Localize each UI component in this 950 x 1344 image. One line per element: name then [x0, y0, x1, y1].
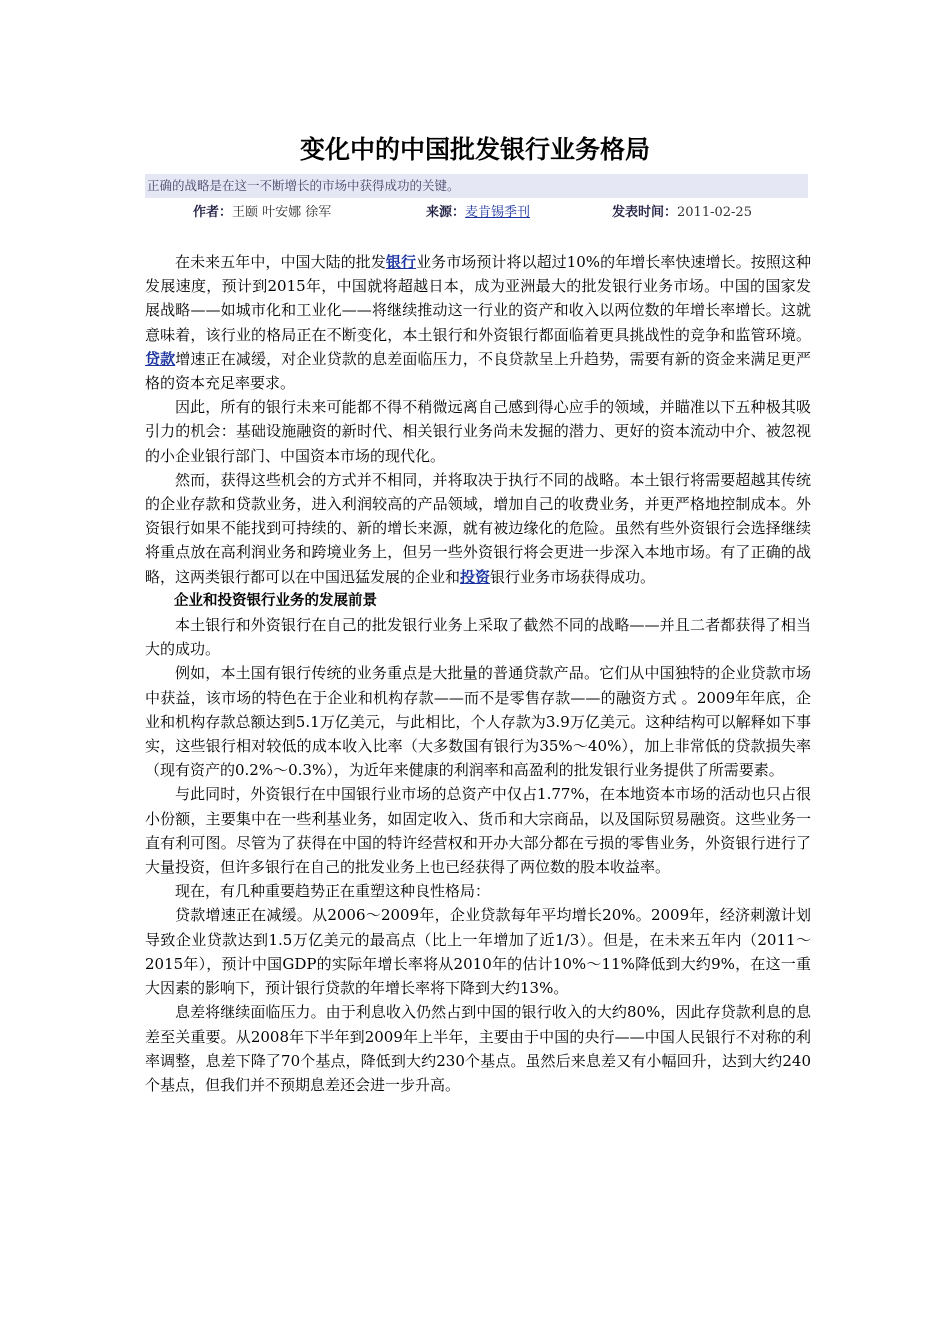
- paragraph-text: 业务市场预计将以超过10%的年增长率快速增长。按照这种发展速度，预计到2015年，中国就将超越日本，成为亚洲最大的批发银行业务市场。中国的国家发展战略——如城市化和工业化——将继续推动这一行业的资产和收入以两位数的年增长率增长。这就意味着，该行业的格局正在不断变化，本土银行和外资银行都面临着更具挑战性的竞争和监管环境。: [145, 253, 811, 344]
- author-label: 作者：: [193, 205, 233, 220]
- source-link[interactable]: 麦肯锡季刊: [465, 205, 531, 220]
- paragraph-3: [145, 468, 811, 589]
- paragraph-text: 在未来五年中，中国大陆的批发: [175, 253, 386, 271]
- paragraph-text: 增速正在减缓，对企业贷款的息差面临压力，不良贷款呈上升趋势，需要有新的资金来满足更严格的资本充足率要求。: [145, 349, 811, 393]
- date-meta: [612, 203, 752, 223]
- paragraph-text: 银行业务市场获得成功。: [490, 567, 656, 586]
- paragraph-2: 因此，所有的银行未来可能都不得不稍微远离自己感到得心应手的领域，并瞄准以下五种极其吸引力的机会：基础设施融资的新时代、相关银行业务尚未发掘的潜力、更好的资本流动中介、被忽视的小企业银行部门、中国资本市场的现代化。: [145, 398, 811, 465]
- paragraph-4: 本土银行和外资银行在自己的批发银行业务上采取了截然不同的战略——并且二者都获得了相当大的成功。: [145, 616, 811, 659]
- source-label: 来源：: [426, 205, 466, 220]
- paragraph-5: 例如，本土国有银行传统的业务重点是大批量的普通贷款产品。它们从中国独特的企业贷款市场中获益，该市场的特色在于企业和机构存款——而不是零售存款——的融资方式 。2009年年底，企业和机构存款总额达到5.1万亿美元，与此相比，个人存款为3.9万亿美元。这种结构可以解释如下事实，这些银行相对较低的成本收入比率（大多数国有银行为35%～40%），加上非常低的贷款损失率（现有资产的0.2%～0.3%），为近年来健康的利润率和高盈利的批发银行业务提供了所需要素。: [145, 664, 811, 780]
- section-heading: 企业和投资银行业务的发展前景: [174, 592, 377, 609]
- keyword-link-loan[interactable]: 贷款: [145, 349, 176, 368]
- author-meta: [193, 203, 331, 223]
- article-subtitle: 正确的战略是在这一不断增长的市场中获得成功的关键。: [145, 174, 808, 198]
- source-meta: [426, 203, 530, 223]
- article-title: 变化中的中国批发银行业务格局: [299, 135, 650, 164]
- date-label: 发表时间：: [612, 205, 678, 220]
- author-value: 王颐 叶安娜 徐军: [232, 205, 332, 220]
- keyword-link-bank[interactable]: 银行: [385, 253, 417, 271]
- date-value: 2011-02-25: [677, 205, 752, 220]
- article-body: [145, 250, 811, 1097]
- paragraph-7: 现在，有几种重要趋势正在重塑这种良性格局：: [175, 882, 491, 901]
- keyword-link-investment[interactable]: 投资: [460, 567, 491, 586]
- paragraph-6: 与此同时，外资银行在中国银行业市场的总资产中仅占1.77%，在本地资本市场的活动也只占很小份额，主要集中在一些利基业务，如固定收入、货币和大宗商品，以及国际贸易融资。这些业务一直有利可图。尽管为了获得在中国的特许经营权和开办大部分都在亏损的零售业务，外资银行进行了大量投资，但许多银行在自己的批发业务上也已经获得了两位数的股本收益率。: [145, 785, 811, 877]
- paragraph-text: 然而，获得这些机会的方式并不相同，并将取决于执行不同的战略。本土银行将需要超越其传统的企业存款和贷款业务，进入利润较高的产品领域，增加自己的收费业务，并更严格地控制成本。外资银行如果不能找到可持续的、新的增长来源，就有被边缘化的危险。虽然有些外资银行会选择继续将重点放在高利润业务和跨境业务上，但另一些外资银行将会更进一步深入本地市场。有了正确的战略，这两类银行都可以在中国迅猛发展的企业和: [145, 470, 811, 586]
- paragraph-9: 息差将继续面临压力。由于利息收入仍然占到中国的银行收入的大约80%，因此存贷款利息的息差至关重要。从2008年下半年到2009年上半年，主要由于中国的央行——中国人民银行不对称的利率调整，息差下降了70个基点，降低到大约230个基点。虽然后来息差又有小幅回升，达到大约240个基点，但我们并不预期息差还会进一步升高。: [145, 1003, 811, 1094]
- paragraph-8: 贷款增速正在减缓。从2006～2009年，企业贷款每年平均增长20%。2009年，经济刺激计划导致企业贷款达到1.5万亿美元的最高点（比上一年增加了近1/3）。但是，在未来五年内（2011～2015年），预计中国GDP的实际年增长率将从2010年的估计10%～11%降低到大约9%，在这一重大因素的影响下，预计银行贷款的年增长率将下降到大约13%。: [145, 906, 811, 998]
- paragraph-1: [145, 250, 811, 395]
